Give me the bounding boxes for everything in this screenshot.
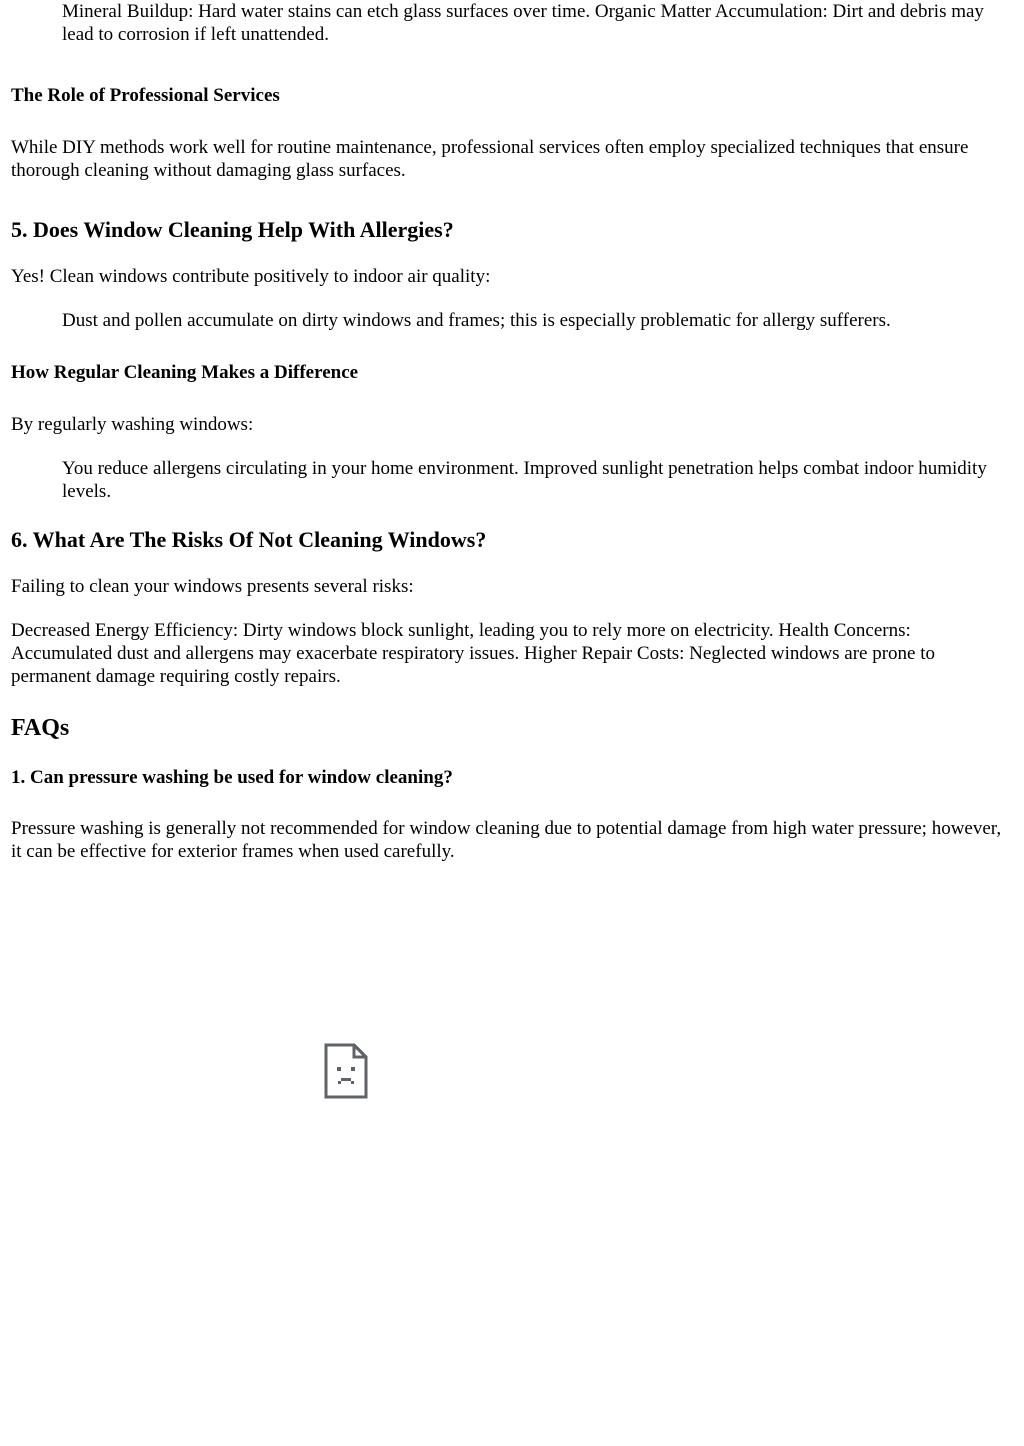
faqs-heading: FAQs [11,715,70,741]
professional-services-heading: The Role of Professional Services [11,85,280,106]
faq-question-1: 1. Can pressure washing be used for window cleaning? [11,767,453,788]
risks-text: Decreased Energy Efficiency: Dirty windows block sunlight, leading you to rely more on electricity. Health Concerns: Accumulated dust and allergens may exacerbate respiratory issues. Higher Repair Costs: Neglected windows are prone to permanent damage requiring costly repairs. [11,620,936,687]
regular-cleaning-quote: You reduce allergens circulating in your home environment. Improved sunlight penetration helps combat indoor humidity levels. [62,458,987,502]
professional-services-text: While DIY methods work well for routine maintenance, professional services often employ specialized techniques that ensure thorough cleaning without damaging glass surfaces. [11,137,969,181]
allergies-quote: Dust and pollen accumulate on dirty windows and frames; this is especially problematic for allergy sufferers. [62,310,891,331]
regular-cleaning-intro: By regularly washing windows: [11,414,254,435]
mineral-buildup-quote: Mineral Buildup: Hard water stains can etch glass surfaces over time. Organic Matter Accumulation: Dirt and debris may lead to corrosion if left unattended. [62,1,984,45]
risks-heading: 6. What Are The Risks Of Not Cleaning Windows? [11,527,487,552]
broken-image-icon [324,1043,368,1099]
allergies-heading: 5. Does Window Cleaning Help With Allergies? [11,217,454,242]
faq-answer-1: Pressure washing is generally not recommended for window cleaning due to potential damage from high water pressure; however, it can be effective for exterior frames when used carefully. [11,818,1002,862]
allergies-intro: Yes! Clean windows contribute positively to indoor air quality: [11,266,491,287]
risks-intro: Failing to clean your windows presents several risks: [11,576,414,597]
regular-cleaning-heading: How Regular Cleaning Makes a Difference [11,362,359,383]
article-content [11,0,1009,863]
